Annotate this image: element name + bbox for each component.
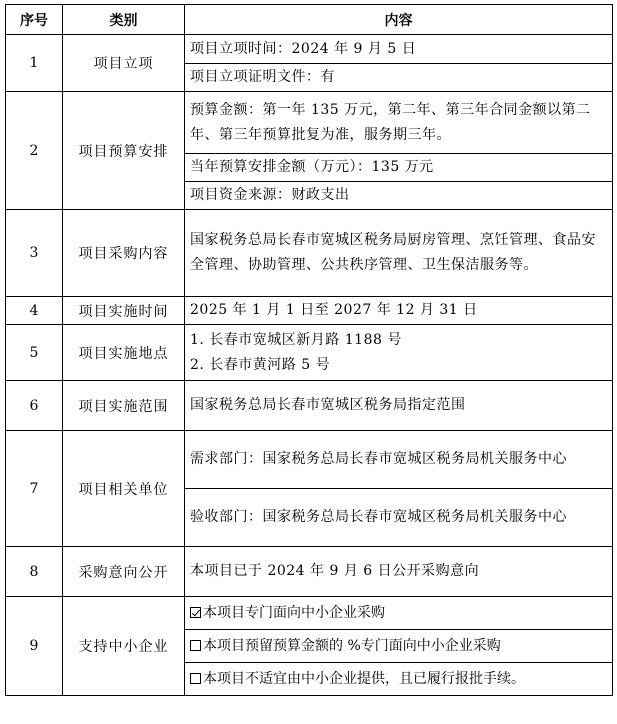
row-content: 项目立项证明文件：有: [185, 64, 613, 92]
table-row: [6, 597, 613, 630]
sme-option-row: [185, 630, 613, 663]
row-seq: 9: [6, 597, 63, 696]
row-category: 支持中小企业: [63, 597, 185, 696]
location-line: 2. 长春市黄河路 5 号: [190, 356, 331, 373]
row-seq: 4: [6, 297, 63, 325]
row-content: 当年预算安排金额（万元）：135 万元: [185, 154, 613, 182]
row-content: 验收部门：国家税务总局长春市宽城区税务局机关服务中心: [185, 489, 613, 547]
checked-checkbox-icon[interactable]: [190, 607, 201, 618]
location-line: 1. 长春市宽城区新月路 1188 号: [190, 331, 402, 348]
row-seq: 6: [6, 381, 63, 431]
table-row: [6, 381, 613, 431]
row-category: 项目实施地点: [63, 325, 185, 381]
table-row: [6, 431, 613, 489]
table-row: [6, 92, 613, 154]
row-content: 需求部门：国家税务总局长春市宽城区税务局机关服务中心: [185, 431, 613, 489]
row-seq: 3: [6, 210, 63, 297]
row-category: 项目预算安排: [63, 92, 185, 210]
row-category: 项目采购内容: [63, 210, 185, 297]
header-content: 内容: [185, 5, 613, 35]
row-content: [185, 325, 613, 381]
row-category: 项目实施时间: [63, 297, 185, 325]
row-seq: 7: [6, 431, 63, 547]
row-category: 采购意向公开: [63, 547, 185, 597]
option-label: 本项目不适宜由中小企业提供，且已履行报批手续。: [203, 670, 525, 687]
row-content: 项目立项时间：2024 年 9 月 5 日: [185, 35, 613, 64]
sme-option-row: [185, 663, 613, 696]
header-row: [6, 5, 613, 35]
row-content: 预算金额：第一年 135 万元，第二年、第三年合同金额以第二年、第三年预算批复为准，服务期三年。: [185, 92, 613, 154]
unchecked-checkbox-icon[interactable]: [190, 640, 201, 651]
row-content: 本项目已于 2024 年 9 月 6 日公开采购意向: [185, 547, 613, 597]
option-label: 本项目预留预算金额的 %专门面向中小企业采购: [203, 637, 501, 654]
row-category: 项目实施范围: [63, 381, 185, 431]
row-seq: 8: [6, 547, 63, 597]
row-content: 国家税务总局长春市宽城区税务局指定范围: [185, 381, 613, 431]
row-content: 项目资金来源：财政支出: [185, 182, 613, 210]
table-row: [6, 297, 613, 325]
row-category: 项目相关单位: [63, 431, 185, 547]
header-seq: 序号: [6, 5, 63, 35]
table-row: [6, 325, 613, 381]
row-content: 2025 年 1 月 1 日至 2027 年 12 月 31 日: [185, 297, 613, 325]
project-info-table: [5, 4, 613, 696]
table-row: [6, 35, 613, 64]
row-seq: 1: [6, 35, 63, 92]
row-seq: 2: [6, 92, 63, 210]
row-category: 项目立项: [63, 35, 185, 92]
option-label: 本项目专门面向中小企业采购: [203, 604, 385, 621]
row-content: 国家税务总局长春市宽城区税务局厨房管理、烹饪管理、食品安全管理、协助管理、公共秩序管理、卫生保洁服务等。: [185, 210, 613, 297]
row-seq: 5: [6, 325, 63, 381]
table-row: [6, 547, 613, 597]
header-category: 类别: [63, 5, 185, 35]
table-row: [6, 210, 613, 297]
sme-option-row: [185, 597, 613, 630]
unchecked-checkbox-icon[interactable]: [190, 673, 201, 684]
